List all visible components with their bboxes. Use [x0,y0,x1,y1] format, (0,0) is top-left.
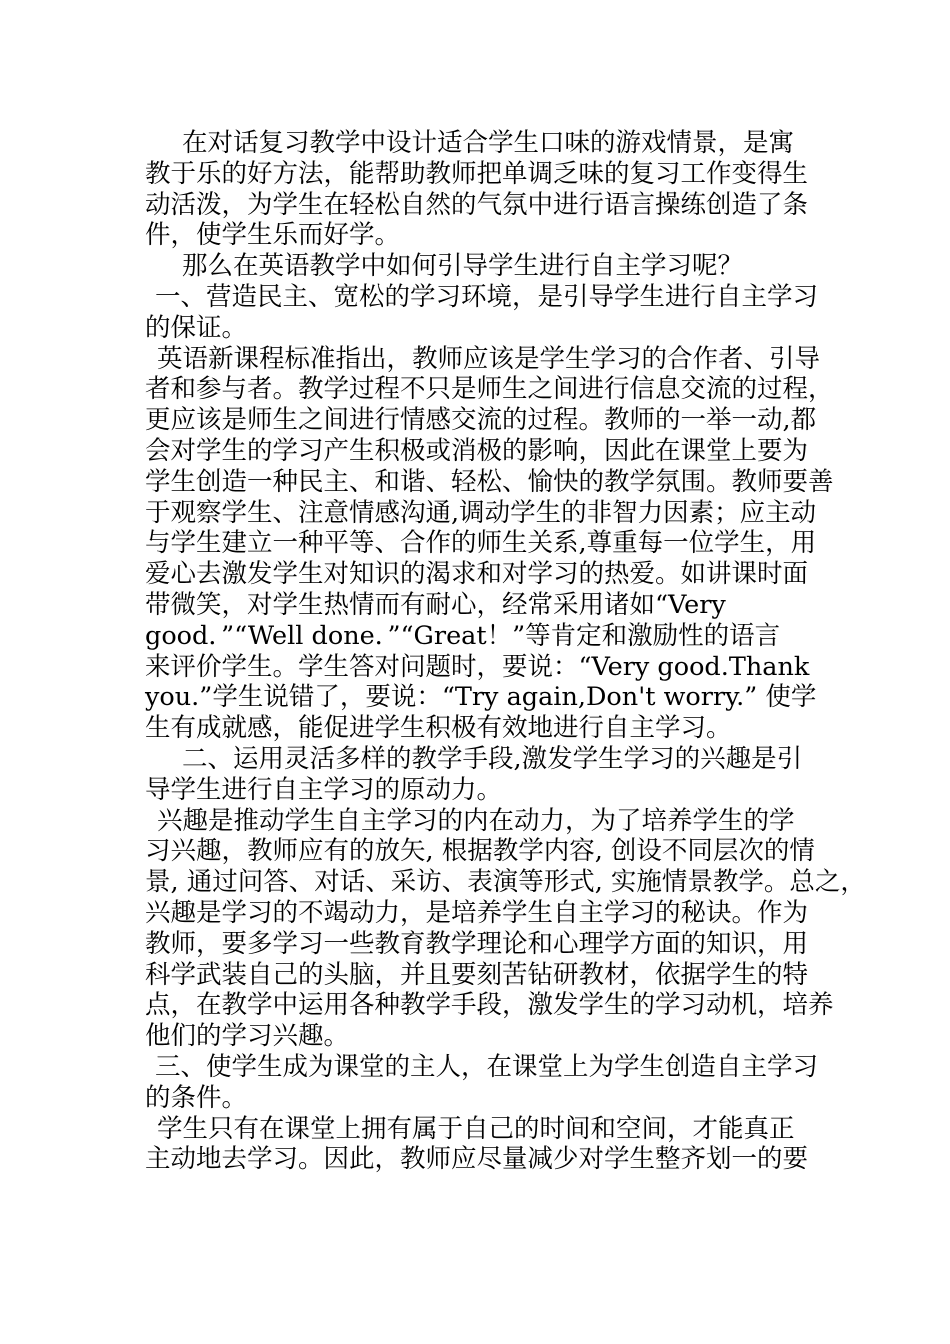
text-line: 英语新课程标准指出，教师应该是学生学习的合作者、引导 [157,343,821,374]
paragraph-section-3 [145,1114,825,1176]
paragraph-question [145,251,825,282]
text-line: you.”学生说错了，要说：“Try again,Don't worry.” 使学 [145,682,817,713]
text-line: 二、运用灵活多样的教学手段,激发学生学习的兴趣是引 [182,743,803,774]
text-line: 会对学生的学习产生积极或消极的影响，因此在课堂上要为 [145,435,809,466]
paragraph-intro [145,128,825,251]
text-line: 与学生建立一种平等、合作的师生关系,尊重每一位学生，用 [145,528,817,559]
paragraph-section-2 [145,805,866,1052]
text-line: 者和参与者。教学过程不只是师生之间进行信息交流的过程， [145,374,834,405]
text-line: 教于乐的好方法，能帮助教师把单调乏味的复习工作变得生 [145,158,809,189]
text-line: 习兴趣，教师应有的放矢, 根据教学内容, 创设不同层次的情 [145,836,815,867]
text-line: 主动地去学习。因此，教师应尽量减少对学生整齐划一的要 [145,1144,809,1175]
text-line: 生有成就感，能促进学生积极有效地进行自主学习。 [145,713,732,744]
section-heading-1 [145,282,825,344]
text-line: 动活泼，为学生在轻松自然的气氛中进行语言操练创造了条 [145,189,809,220]
text-line: 一、营造民主、宽松的学习环境，是引导学生进行自主学习 [155,281,819,312]
text-line: 三、使学生成为课堂的主人，在课堂上为学生创造自主学习 [155,1051,819,1082]
section-heading-3 [145,1052,825,1114]
text-line: good．”“Well done．”“Great！”等肯定和激励性的语言 [145,620,781,651]
text-line: 兴趣是学习的不竭动力，是培养学生自主学习的秘诀。作为 [145,897,809,928]
text-line: 景, 通过问答、对话、采访、表演等形式, 实施情景教学。总之， [145,867,866,898]
paragraph-section-1 [145,343,834,744]
text-line: 学生只有在课堂上拥有属于自己的时间和空间，才能真正 [157,1113,795,1144]
text-line: 导学生进行自主学习的原动力。 [145,774,503,805]
text-line: 科学武装自己的头脑，并且要刻苦钻研教材，依据学生的特 [145,959,809,990]
text-line: 来评价学生。学生答对问题时，要说：“Very good.Thank [145,651,810,682]
text-line: 爱心去激发学生对知识的渴求和对学习的热爱。如讲课时面 [145,559,809,590]
text-line: 在对话复习教学中设计适合学生口味的游戏情景，是寓 [182,128,795,158]
text-line: 的条件。 [145,1082,248,1113]
text-line: 兴趣是推动学生自主学习的内在动力，为了培养学生的学 [157,805,795,836]
text-line: 教师，要多学习一些教育教学理论和心理学方面的知识，用 [145,928,809,959]
text-line: 的保证。 [145,312,248,343]
document-body [145,128,866,1175]
text-line: 更应该是师生之间进行情感交流的过程。教师的一举一动,都 [145,405,817,436]
section-heading-2 [145,744,825,806]
text-line: 于观察学生、注意情感沟通,调动学生的非智力因素；应主动 [145,497,817,528]
text-line: 带微笑，对学生热情而有耐心，经常采用诸如“Very [145,589,726,620]
text-line: 件，使学生乐而好学。 [145,220,401,251]
text-line: 学生创造一种民主、和谐、轻松、愉快的教学氛围。教师要善 [145,466,834,497]
text-line: 点，在教学中运用各种教学手段，激发学生的学习动机，培养 [145,990,834,1021]
text-line: 他们的学习兴趣。 [145,1021,350,1052]
text-line: 那么在英语教学中如何引导学生进行自主学习呢？ [182,251,744,282]
